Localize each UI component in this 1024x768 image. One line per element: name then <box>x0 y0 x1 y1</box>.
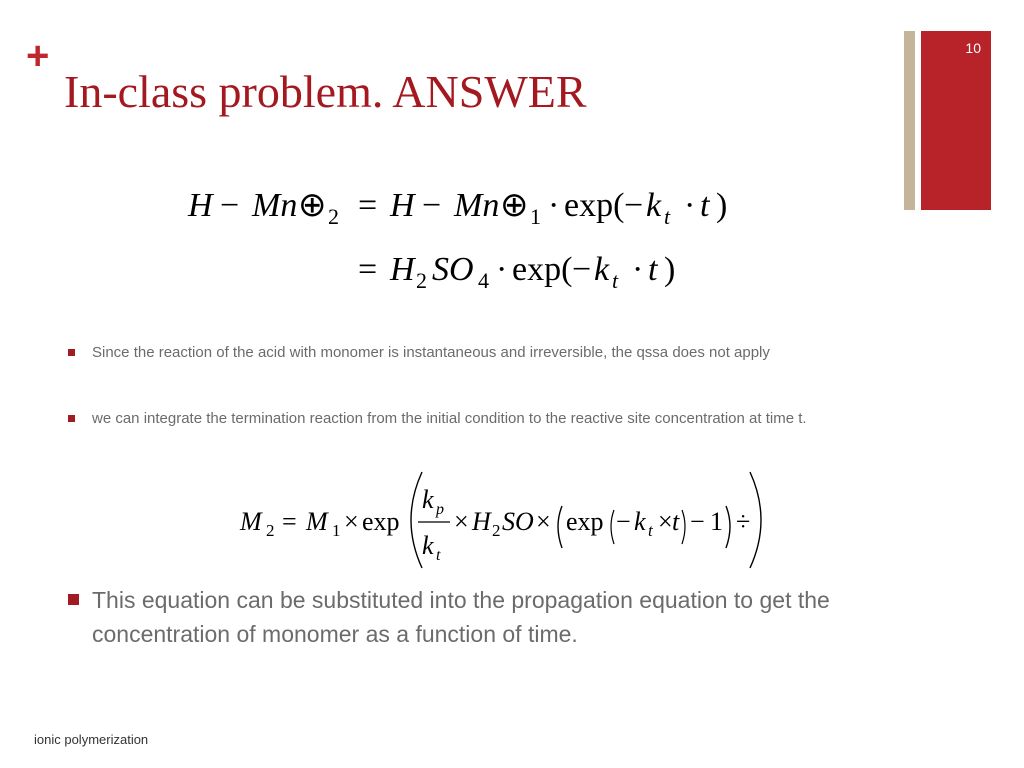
svg-text:=: = <box>358 251 378 288</box>
bullet-text: This equation can be substituted into the propagation equation to get the concentration of monomer as a function of time. <box>92 587 830 647</box>
svg-text:t: t <box>436 547 441 564</box>
bullet-square-icon <box>68 349 75 356</box>
bullet-square-icon <box>68 594 79 605</box>
svg-text:p: p <box>436 501 444 518</box>
svg-text:2: 2 <box>328 204 339 229</box>
bullet-text: we can integrate the termination reaction from the initial condition to the reactive site concentration at time t. <box>92 410 807 427</box>
svg-text:=: = <box>282 507 297 536</box>
svg-text:·: · <box>632 251 644 288</box>
svg-text:SO: SO <box>502 507 534 536</box>
svg-text:1: 1 <box>710 507 723 536</box>
svg-text:2: 2 <box>416 268 427 293</box>
equation-monomer <box>236 466 776 574</box>
svg-text:H: H <box>472 507 491 536</box>
page-number: 10 <box>965 40 981 56</box>
svg-text:exp: exp <box>362 507 400 536</box>
svg-text:t: t <box>648 251 658 288</box>
svg-text:t: t <box>700 187 710 224</box>
svg-text:·: · <box>684 187 696 224</box>
svg-text:4: 4 <box>478 268 489 293</box>
svg-text:−: − <box>572 251 592 288</box>
decorative-bar-red <box>921 31 991 210</box>
bullet-item <box>68 343 888 362</box>
svg-text:1: 1 <box>530 204 541 229</box>
svg-text:k: k <box>422 485 434 514</box>
svg-text:×: × <box>658 507 673 536</box>
decorative-bar-tan <box>904 31 915 210</box>
svg-text:÷: ÷ <box>736 507 751 536</box>
svg-text:t: t <box>648 521 653 540</box>
svg-text:−: − <box>422 187 442 224</box>
svg-text:1: 1 <box>332 521 341 540</box>
svg-text:×: × <box>344 507 359 536</box>
slide-title: In-class problem. ANSWER <box>64 66 587 117</box>
svg-text:k: k <box>646 187 662 224</box>
svg-text:M: M <box>240 507 262 536</box>
svg-text:t: t <box>672 507 680 536</box>
svg-text:t: t <box>664 204 671 229</box>
svg-text:−: − <box>624 187 644 224</box>
bullet-square-icon <box>68 415 75 422</box>
svg-text:SO: SO <box>432 251 474 288</box>
svg-text:2: 2 <box>266 521 275 540</box>
svg-text:exp(: exp( <box>564 187 625 224</box>
svg-text:⊕: ⊕ <box>500 187 529 224</box>
svg-text:×: × <box>536 507 551 536</box>
equation-termination <box>180 180 800 300</box>
svg-text:=: = <box>358 187 378 224</box>
svg-text:k: k <box>594 251 610 288</box>
svg-text:M: M <box>306 507 328 536</box>
svg-text:Mn: Mn <box>252 187 298 224</box>
svg-text:−: − <box>616 507 631 536</box>
svg-text:·: · <box>548 187 560 224</box>
svg-text:−: − <box>690 507 705 536</box>
bullet-text: Since the reaction of the acid with monomer is instantaneous and irreversible, the qssa does not apply <box>92 344 770 361</box>
svg-text:×: × <box>454 507 469 536</box>
svg-text:): ) <box>664 251 676 288</box>
bullet-item <box>68 583 908 651</box>
svg-text:·: · <box>496 251 508 288</box>
svg-text:exp(: exp( <box>512 251 573 288</box>
svg-text:H: H <box>390 251 415 288</box>
svg-text:H: H <box>390 187 415 224</box>
svg-text:2: 2 <box>492 521 501 540</box>
svg-text:−: − <box>220 187 240 224</box>
svg-text:H: H <box>188 187 213 224</box>
footer-label: ionic polymerization <box>34 732 149 747</box>
svg-text:k: k <box>422 531 434 560</box>
plus-icon: + <box>26 34 50 78</box>
svg-text:t: t <box>612 268 619 293</box>
svg-text:Mn: Mn <box>454 187 500 224</box>
svg-text:exp: exp <box>566 507 604 536</box>
svg-text:k: k <box>634 507 646 536</box>
bullet-item <box>68 409 888 428</box>
svg-text:⊕: ⊕ <box>298 187 327 224</box>
svg-text:): ) <box>716 187 728 224</box>
